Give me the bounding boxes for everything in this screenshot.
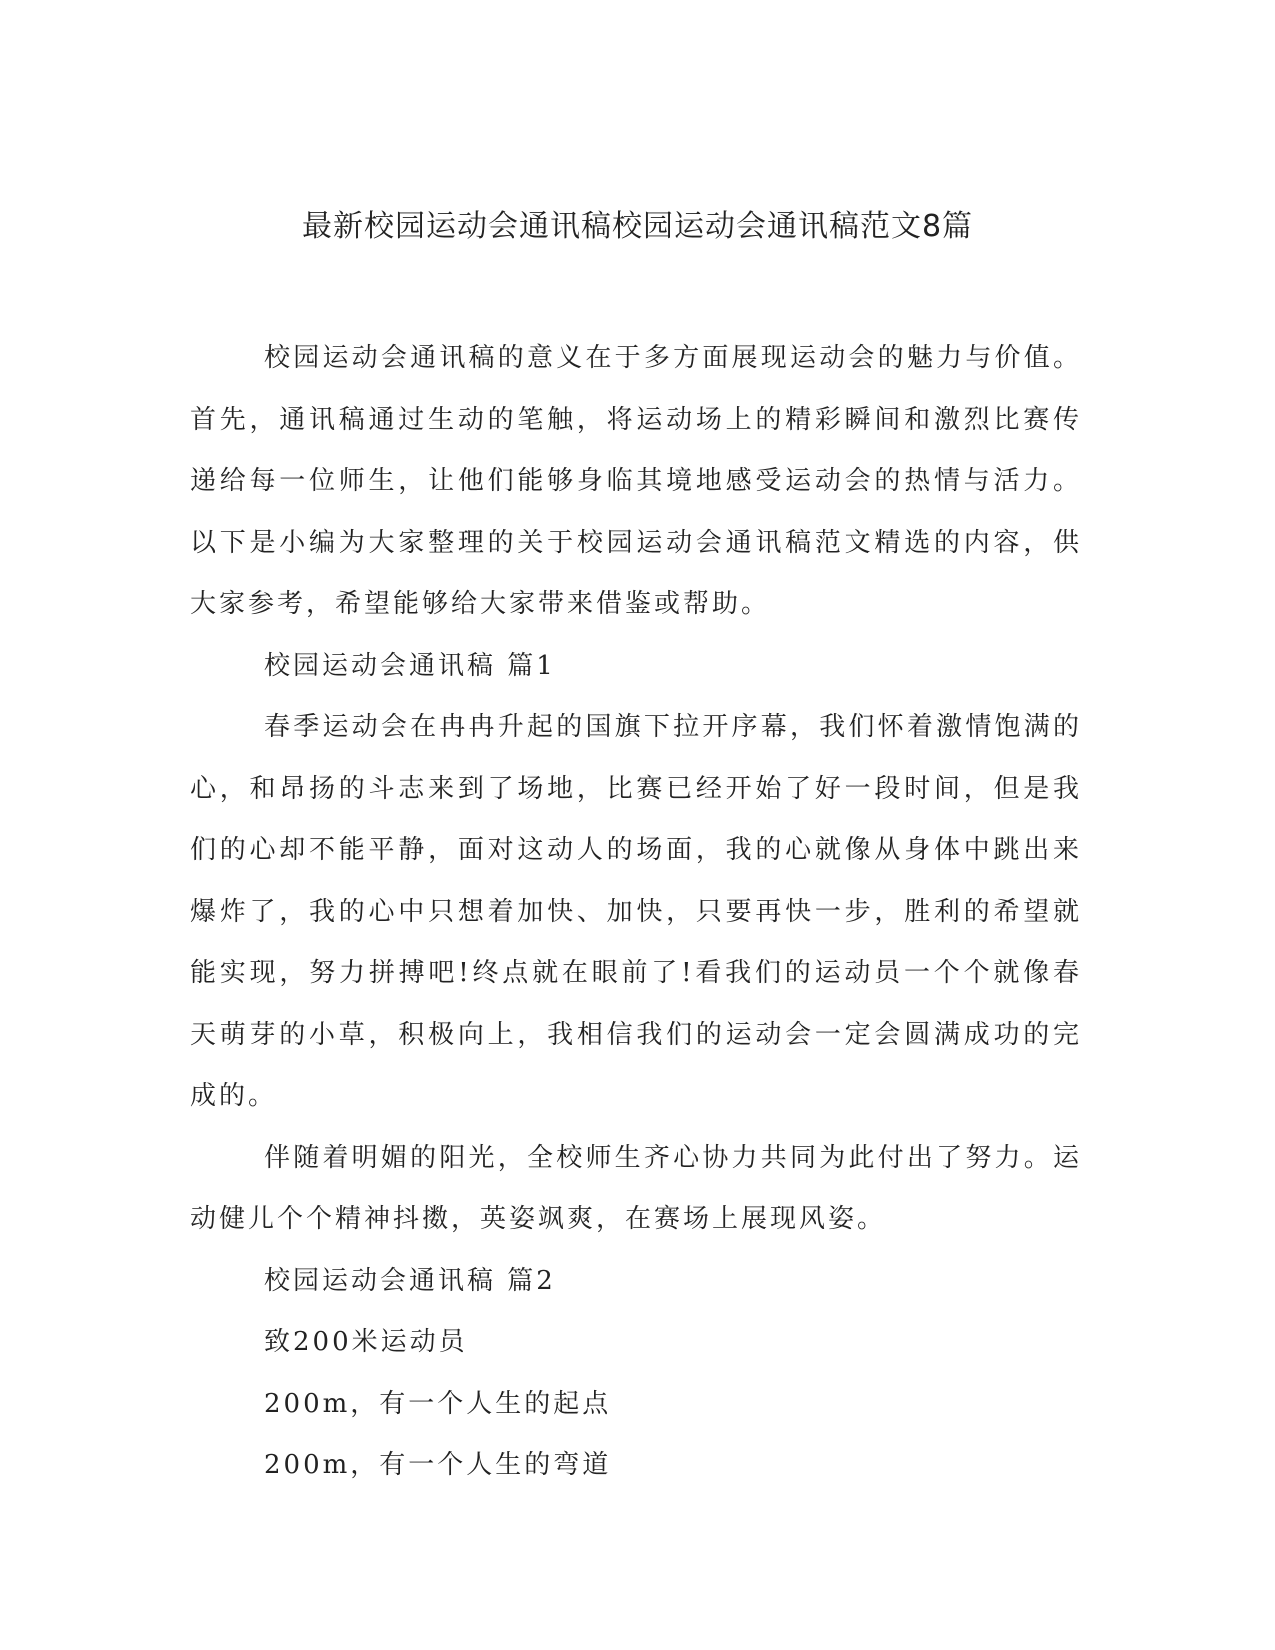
section2-line-3: 200m，有一个人生的弯道 [264, 1450, 612, 1480]
section2-line-2: 200m，有一个人生的起点 [264, 1388, 612, 1419]
document-title: 最新校园运动会通讯稿校园运动会通讯稿范文8篇 [301, 209, 974, 244]
section2-heading: 校园运动会通讯稿 篇2 [264, 1265, 556, 1296]
section1-heading: 校园运动会通讯稿 篇1 [264, 650, 556, 681]
intro-paragraph: 校园运动会通讯稿的意义在于多方面展现运动会的魅力与价值。首先，通讯稿通过生动的笔触，将运动场上的精彩瞬间和激烈比赛传递给每一位师生，让他们能够身临其境地感受运动会的热情与活力。以下是小编为大家整理的关于校园运动会通讯稿范文精选的内容，供大家参考，希望能够给大家带来借鉴或帮助。 [190, 343, 1082, 619]
section1-paragraph-1: 春季运动会在冉冉升起的国旗下拉开序幕，我们怀着激情饱满的心，和昂扬的斗志来到了场地，比赛已经开始了好一段时间，但是我们的心却不能平静，面对这动人的场面，我的心就像从身体中跳出来爆炸了，我的心中只想着加快、加快，只要再快一步，胜利的希望就能实现，努力拼搏吧!终点就在眼前了!看我们的运动员一个个就像春天萌芽的小草，积极向上，我相信我们的运动会一定会圆满成功的完成的。 [190, 712, 1082, 1111]
section1-paragraph-2: 伴随着明媚的阳光，全校师生齐心协力共同为此付出了努力。运动健儿个个精神抖擞，英姿飒爽，在赛场上展现风姿。 [190, 1142, 1082, 1234]
section2-line-1: 致200米运动员 [264, 1327, 468, 1357]
document-body [190, 328, 1082, 1497]
